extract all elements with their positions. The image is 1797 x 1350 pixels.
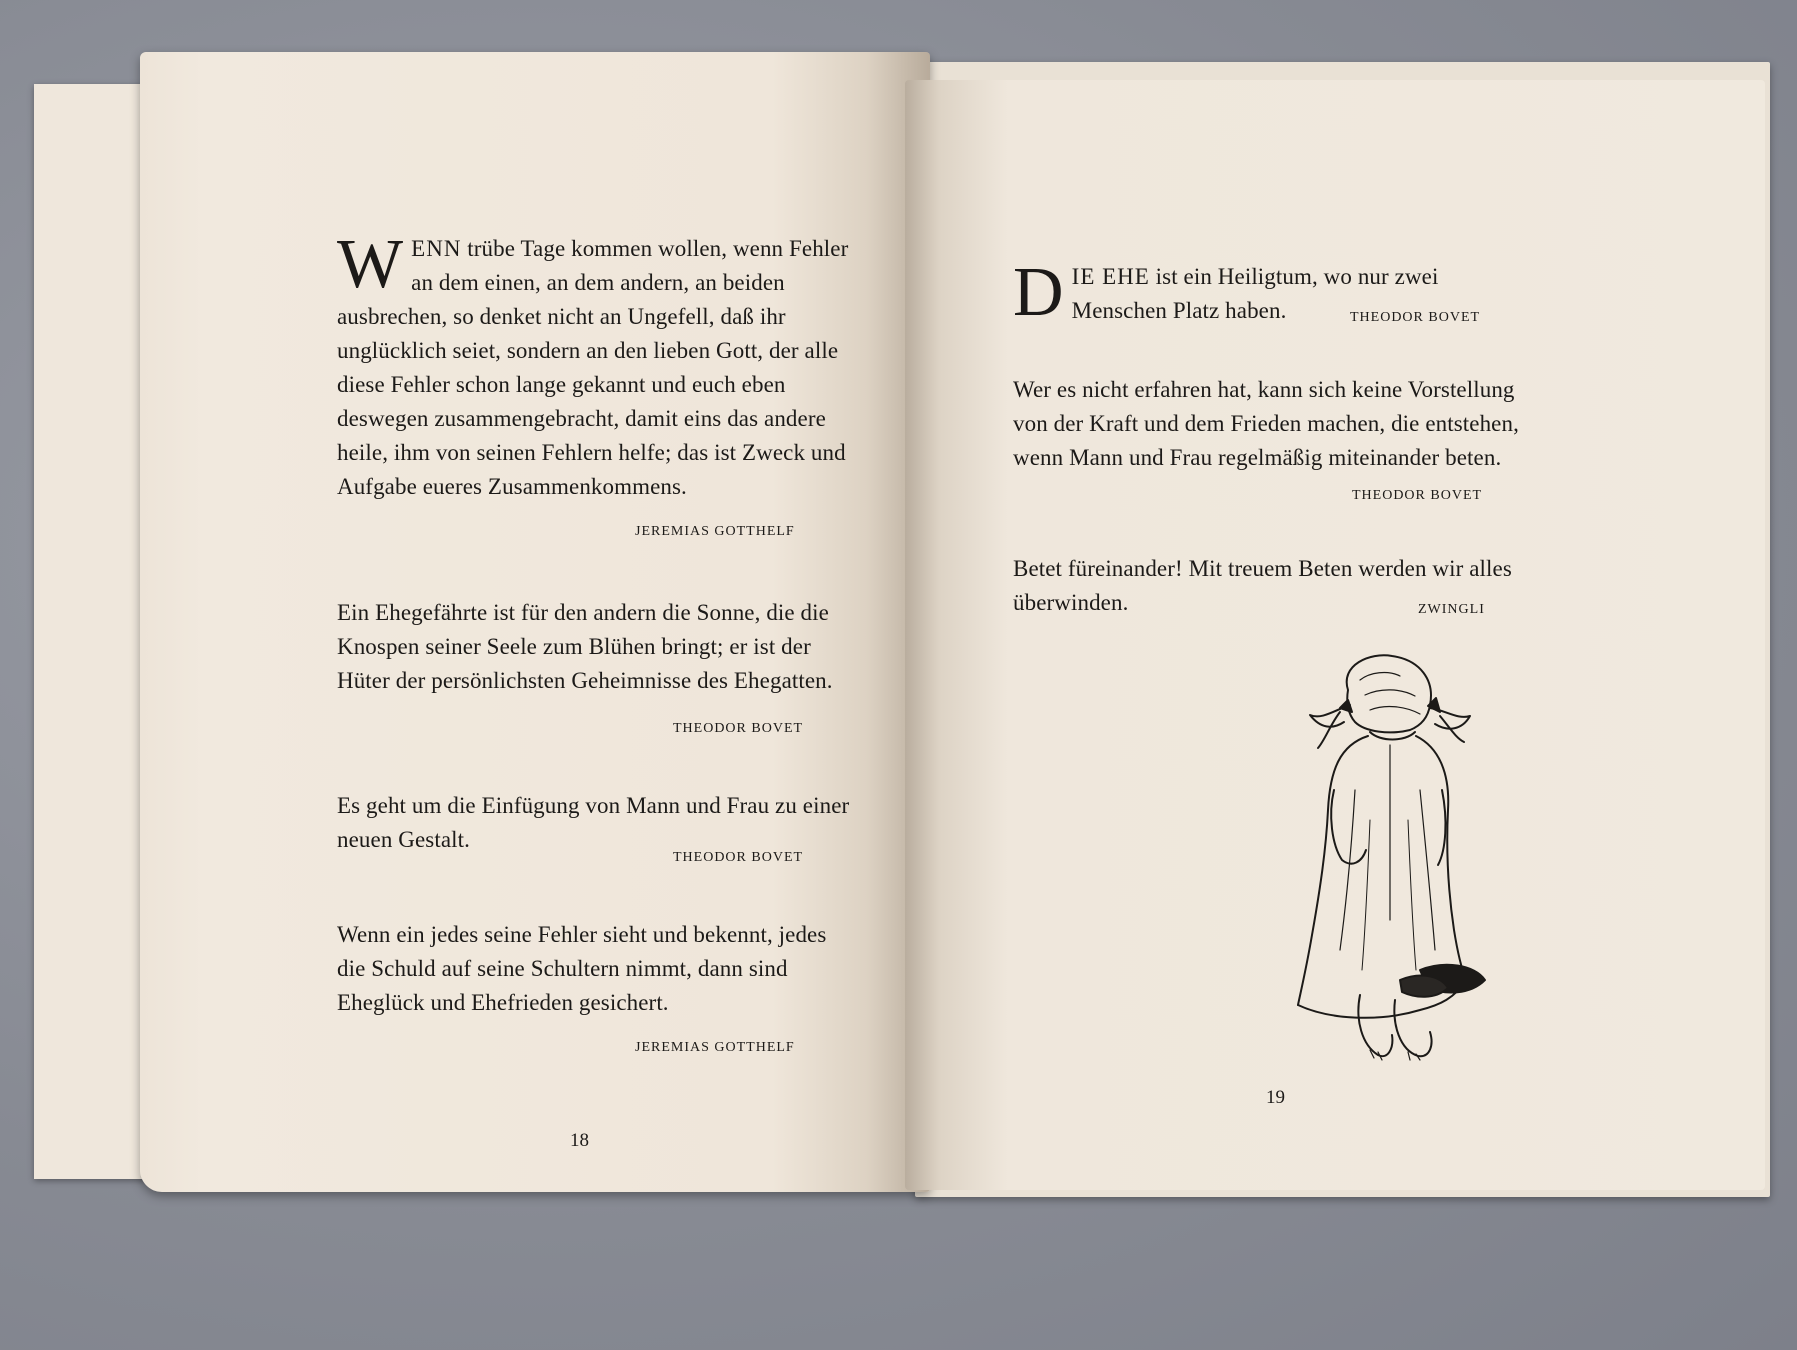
quote-text: Wer es nicht erfahren hat, kann sich keine Vorstellung von der Kraft und dem Frieden machen, die entstehen, wenn Mann und Frau regelmäßig miteinander beten. (1013, 377, 1519, 470)
page-number: 18 (570, 1130, 589, 1151)
quote-4 (337, 918, 857, 1020)
quote-author: THEODOR BOVET (673, 721, 804, 736)
quote-author: JEREMIAS GOTTHELF (635, 524, 795, 539)
quote-smallcaps: IE EHE (1071, 264, 1150, 289)
quote-2 (337, 596, 857, 698)
quote-author: THEODOR BOVET (1352, 488, 1483, 503)
quote-text: trübe Tage kommen wollen, wenn Fehler an dem einen, an dem andern, an beiden ausbrechen, so denket nicht an Ungefell, daß ihr unglücklich seiet, sondern an den lieben Gott, der alle diese Fehler schon lange gekannt und euch eben deswegen zusammengebracht, damit eins das andere heile, ihm von seinen Fehlern helfe; das ist Zweck und Aufgabe eueres Zusammenkommens. (337, 236, 849, 499)
dropcap: W (337, 226, 404, 303)
quote-text: Wenn ein jedes seine Fehler sieht und bekennt, jedes die Schuld auf seine Schultern nimmt, dann sind Eheglück und Ehefrieden gesichert. (337, 922, 827, 1015)
quote-text: Ein Ehegefährte ist für den andern die Sonne, die die Knospen seiner Seele zum Blühen bringt; er ist der Hüter der persönlichsten Geheimnisse des Ehegatten. (337, 600, 833, 693)
quote-3 (337, 789, 857, 857)
praying-girl-illustration (1270, 650, 1510, 1065)
dropcap: D (1013, 254, 1064, 331)
quote-text: ist ein Heiligtum, wo nur zwei Menschen Platz haben. (1071, 264, 1439, 323)
quote-text: Betet füreinander! Mit treuem Beten werden wir alles überwinden. (1013, 556, 1512, 615)
quote-author: JEREMIAS GOTTHELF (635, 1040, 795, 1055)
book-cover-flap (34, 84, 154, 1179)
quote-smallcaps: ENN (411, 236, 462, 261)
quote-text: Es geht um die Einfügung von Mann und Frau zu einer neuen Gestalt. (337, 793, 850, 852)
page-number: 19 (1266, 1087, 1285, 1108)
quote-1 (337, 226, 857, 504)
quote-author: ZWINGLI (1418, 602, 1485, 617)
quote-6 (1013, 373, 1528, 475)
quote-author: THEODOR BOVET (673, 850, 804, 865)
quote-author: THEODOR BOVET (1350, 310, 1481, 325)
